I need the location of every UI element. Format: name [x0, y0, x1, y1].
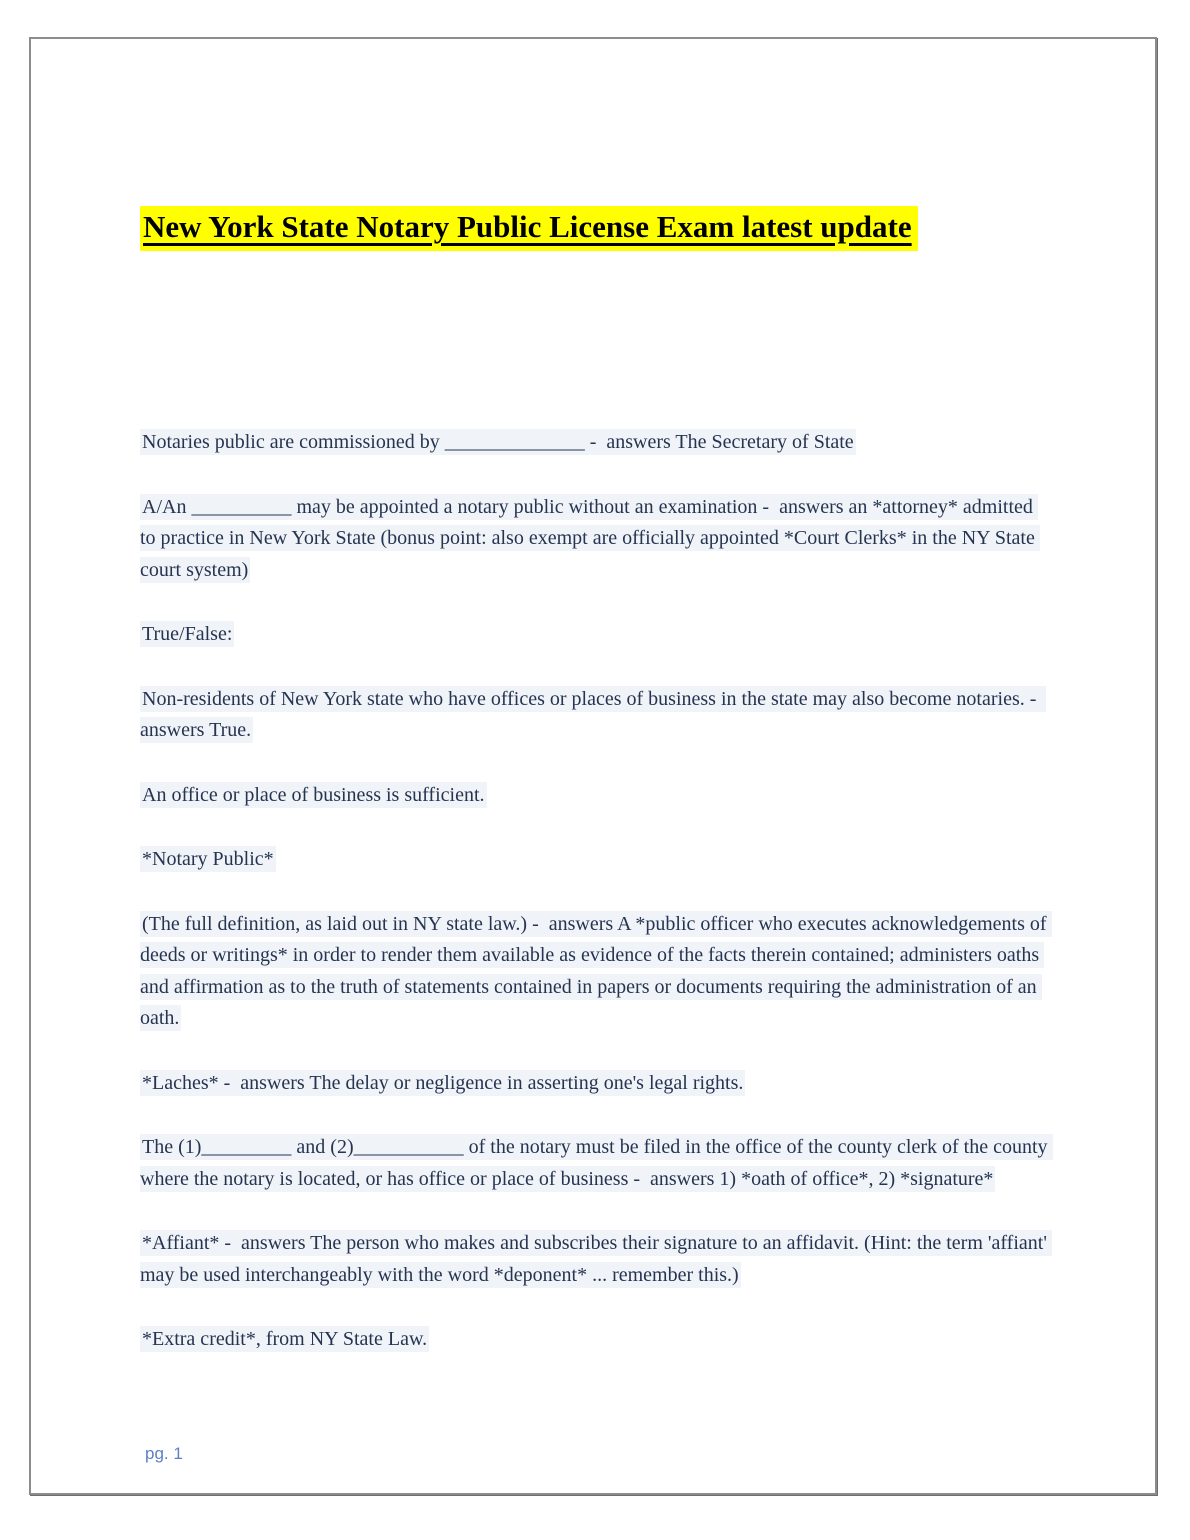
paragraph-office-sufficient: An office or place of business is sufficient. [142, 783, 485, 806]
document-content [140, 0, 1053, 1389]
paragraph-full-definition: (The full definition, as laid out in NY state law.) - answers A *public officer who executes acknowledgements of deeds or writings* in order to render them available as evidence of the facts therein contained; administers oaths and affirmation as to the truth of statements contained in papers or documents requiring the administration of an oath. [140, 912, 1052, 1029]
paragraph-extra-credit: *Extra credit*, from NY State Law. [142, 1328, 428, 1350]
paragraph-laches: *Laches* - answers The delay or negligence in asserting one's legal rights. [142, 1071, 744, 1094]
paragraph-notary-public-term: *Notary Public* [142, 848, 274, 870]
paragraph-oath-and-signature: The (1)_________ and (2)___________ of the notary must be filed in the office of the county clerk of the county where the notary is located, or has office or place of business - answers 1) *oath of office*, 2) *signature* [140, 1136, 1053, 1190]
paragraph-non-residents: Non-residents of New York state who have offices or places of business in the state may also become notaries. - answers True. [140, 687, 1047, 741]
document-title-text: New York State Notary Public License Exam latest update [140, 206, 918, 251]
paragraph-commissioned-by: Notaries public are commissioned by ______________ - answers The Secretary of State [142, 431, 854, 453]
paragraph-appointed-without-exam: A/An __________ may be appointed a notary public without an examination - answers an *attorney* admitted to practice in New York State (bonus point: also exempt are officially appointed *Court Clerks* in the NY State court system) [140, 495, 1040, 581]
document-title [140, 204, 1048, 250]
paragraph-true-false-heading: True/False: [142, 623, 233, 645]
page-number: pg. 1 [145, 1444, 183, 1463]
paragraph-affiant: *Affiant* - answers The person who makes and subscribes their signature to an affidavit. (Hint: the term 'affiant' may be used interchangeably with the word *deponent* ... remember this.) [140, 1232, 1052, 1286]
